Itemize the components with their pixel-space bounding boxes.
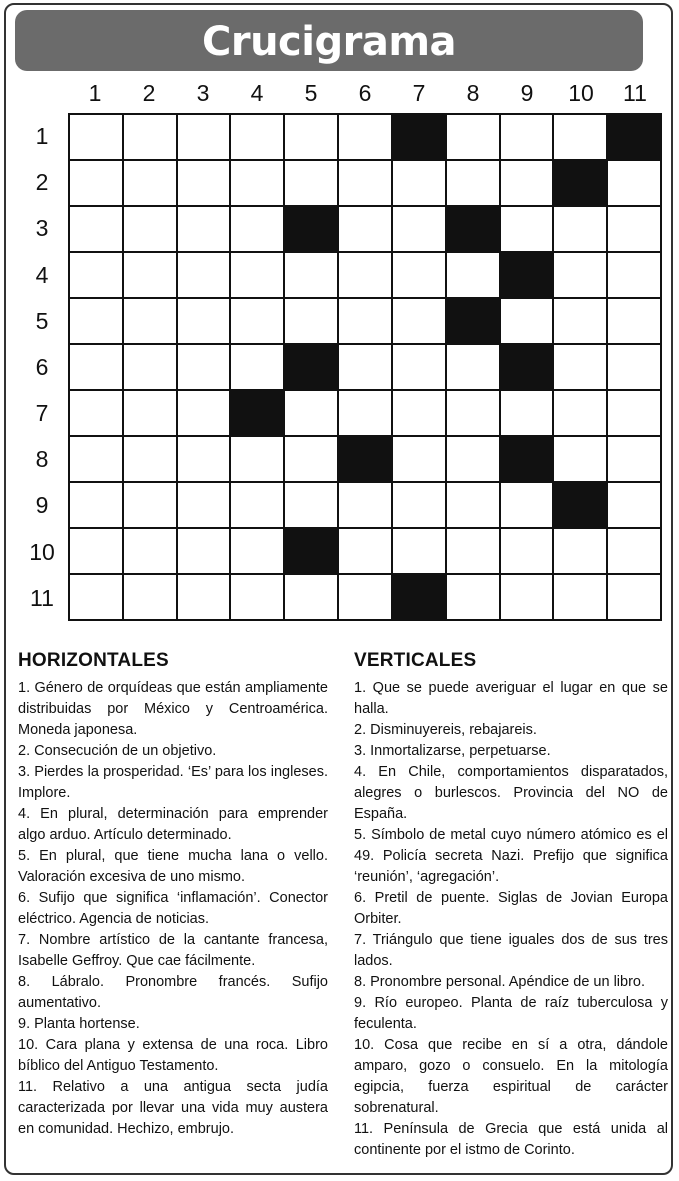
vertical-clue: 1. Que se puede averiguar el lugar en que se halla.: [354, 680, 668, 717]
crossword-cell[interactable]: [285, 161, 339, 207]
row-number: 4: [35, 261, 49, 288]
crossword-cell[interactable]: [178, 207, 232, 253]
column-number: 1: [88, 80, 102, 106]
horizontal-clue: 9. Planta hortense.: [18, 1016, 140, 1032]
column-number: 11: [623, 80, 647, 106]
crossword-cell[interactable]: [124, 575, 178, 621]
crossword-cell[interactable]: [178, 345, 232, 391]
crossword-cell[interactable]: [231, 207, 285, 253]
crossword-cell[interactable]: [393, 161, 447, 207]
crossword-cell[interactable]: [447, 437, 501, 483]
vertical-clues-heading: VERTICALES: [354, 650, 477, 671]
crossword-cell[interactable]: [501, 161, 555, 207]
crossword-cell[interactable]: [554, 575, 608, 621]
crossword-cell[interactable]: [339, 299, 393, 345]
row-number: 7: [35, 400, 49, 427]
crossword-cell[interactable]: [608, 299, 662, 345]
column-number: 9: [520, 80, 534, 106]
crossword-cell[interactable]: [231, 345, 285, 391]
crossword-cell[interactable]: [178, 253, 232, 299]
crossword-cell[interactable]: [501, 207, 555, 253]
crossword-cell[interactable]: [393, 483, 447, 529]
crossword-cell[interactable]: [447, 161, 501, 207]
crossword-cell[interactable]: [554, 115, 608, 161]
crossword-cell[interactable]: [447, 575, 501, 621]
crossword-cell[interactable]: [70, 483, 124, 529]
crossword-cell[interactable]: [339, 207, 393, 253]
black-square: [501, 437, 555, 483]
column-number: 3: [196, 80, 210, 106]
crossword-cell[interactable]: [231, 529, 285, 575]
title-banner: [15, 10, 643, 71]
crossword-cell[interactable]: [554, 299, 608, 345]
crossword-cell[interactable]: [285, 483, 339, 529]
row-number: 6: [35, 353, 49, 380]
crossword-cell[interactable]: [231, 437, 285, 483]
crossword-cell[interactable]: [124, 529, 178, 575]
vertical-clue: 9. Río europeo. Planta de raíz tuberculosa y feculenta.: [354, 995, 668, 1032]
horizontal-clue: 10. Cara plana y extensa de una roca. Libro bíblico del Antiguo Testamento.: [18, 1037, 328, 1074]
vertical-clues-list: [354, 678, 668, 1161]
crossword-cell[interactable]: [501, 299, 555, 345]
black-square: [285, 207, 339, 253]
crossword-cell[interactable]: [231, 115, 285, 161]
crossword-grid: [68, 113, 662, 621]
horizontal-clue: 11. Relativo a una antigua secta judía caracterizada por llevar una vida muy austera en comunidad. Hechizo, embrujo.: [18, 1079, 328, 1137]
crossword-cell[interactable]: [554, 345, 608, 391]
black-square: [285, 529, 339, 575]
crossword-cell[interactable]: [608, 345, 662, 391]
crossword-cell[interactable]: [608, 529, 662, 575]
crossword-cell[interactable]: [178, 437, 232, 483]
vertical-clue: 3. Inmortalizarse, perpetuarse.: [354, 743, 551, 759]
horizontal-clue: 6. Sufijo que significa ‘inflamación’. Conector eléctrico. Agencia de noticias.: [18, 890, 328, 927]
crossword-cell[interactable]: [70, 115, 124, 161]
crossword-cell[interactable]: [124, 437, 178, 483]
crossword-cell[interactable]: [285, 575, 339, 621]
crossword-cell[interactable]: [124, 253, 178, 299]
crossword-cell[interactable]: [554, 437, 608, 483]
crossword-cell[interactable]: [124, 207, 178, 253]
vertical-clue: 2. Disminuyereis, rebajareis.: [354, 722, 537, 738]
crossword-cell[interactable]: [124, 115, 178, 161]
vertical-clue: 11. Península de Grecia que está unida al continente por el istmo de Corinto.: [354, 1121, 668, 1158]
horizontal-clue: 7. Nombre artístico de la cantante francesa, Isabelle Geffroy. Que cae fácilmente.: [18, 932, 328, 969]
crossword-cell[interactable]: [447, 483, 501, 529]
column-number: 7: [412, 80, 426, 106]
crossword-cell[interactable]: [178, 575, 232, 621]
crossword-cell[interactable]: [124, 391, 178, 437]
vertical-clue: 6. Pretil de puente. Siglas de Jovian Europa Orbiter.: [354, 890, 668, 927]
vertical-clues-section: [354, 650, 668, 1161]
page-title: Crucigrama: [201, 18, 456, 65]
row-number: 9: [35, 492, 49, 519]
column-number: 6: [358, 80, 372, 106]
crossword-cell[interactable]: [393, 299, 447, 345]
crossword-cell[interactable]: [285, 115, 339, 161]
crossword-cell[interactable]: [70, 345, 124, 391]
vertical-clue: 8. Pronombre personal. Apéndice de un libro.: [354, 974, 645, 990]
row-number: 8: [35, 446, 49, 473]
crossword-cell[interactable]: [393, 345, 447, 391]
crossword-cell[interactable]: [608, 391, 662, 437]
column-number: 10: [568, 80, 594, 106]
crossword-cell[interactable]: [608, 575, 662, 621]
crossword-cell[interactable]: [70, 437, 124, 483]
column-number: 4: [250, 80, 264, 106]
vertical-clue: 10. Cosa que recibe en sí a otra, dándole amparo, gozo o consuelo. En la mitología egipcia, fuerza espiritual de carácter sobrenatural.: [354, 1037, 668, 1116]
black-square: [554, 161, 608, 207]
crossword-cell[interactable]: [393, 253, 447, 299]
black-square: [447, 207, 501, 253]
crossword-cell[interactable]: [124, 161, 178, 207]
column-number: 5: [304, 80, 318, 106]
crossword-cell[interactable]: [231, 483, 285, 529]
black-square: [447, 299, 501, 345]
horizontal-clue: 3. Pierdes la prosperidad. ‘Es’ para los ingleses. Implore.: [18, 764, 328, 801]
crossword-cell[interactable]: [554, 207, 608, 253]
crossword-cell[interactable]: [178, 529, 232, 575]
crossword-cell[interactable]: [608, 253, 662, 299]
crossword-cell[interactable]: [231, 299, 285, 345]
crossword-cell[interactable]: [178, 161, 232, 207]
crossword-cell[interactable]: [178, 299, 232, 345]
crossword-cell[interactable]: [608, 483, 662, 529]
black-square: [393, 575, 447, 621]
crossword-cell[interactable]: [339, 575, 393, 621]
crossword-cell[interactable]: [554, 391, 608, 437]
crossword-cell[interactable]: [393, 437, 447, 483]
black-square: [554, 483, 608, 529]
crossword-cell[interactable]: [501, 529, 555, 575]
black-square: [393, 115, 447, 161]
crossword-cell[interactable]: [501, 483, 555, 529]
crossword-cell[interactable]: [501, 115, 555, 161]
vertical-clue: 7. Triángulo que tiene iguales dos de sus tres lados.: [354, 932, 668, 969]
horizontal-clues-heading: HORIZONTALES: [18, 650, 169, 671]
row-number: 10: [29, 538, 55, 565]
horizontal-clue: 5. En plural, que tiene mucha lana o vello. Valoración excesiva de uno mismo.: [18, 848, 328, 885]
crossword-cell[interactable]: [285, 253, 339, 299]
crossword-cell[interactable]: [70, 575, 124, 621]
crossword-cell[interactable]: [339, 529, 393, 575]
crossword-cell[interactable]: [608, 207, 662, 253]
crossword-cell[interactable]: [70, 391, 124, 437]
crossword-cell[interactable]: [178, 391, 232, 437]
crossword-cell[interactable]: [501, 575, 555, 621]
row-number: 5: [35, 307, 49, 334]
crossword-cell[interactable]: [70, 299, 124, 345]
crossword-cell[interactable]: [447, 115, 501, 161]
black-square: [608, 115, 662, 161]
column-number: 2: [142, 80, 156, 106]
black-square: [231, 391, 285, 437]
black-square: [285, 345, 339, 391]
crossword-cell[interactable]: [339, 483, 393, 529]
black-square: [501, 345, 555, 391]
crossword-cell[interactable]: [124, 299, 178, 345]
crossword-cell[interactable]: [231, 253, 285, 299]
crossword-cell[interactable]: [447, 253, 501, 299]
crossword-cell[interactable]: [339, 115, 393, 161]
black-square: [501, 253, 555, 299]
crossword-cell[interactable]: [178, 115, 232, 161]
crossword-cell[interactable]: [285, 299, 339, 345]
row-number: 2: [35, 169, 49, 196]
row-number: 11: [30, 584, 54, 611]
crossword-cell[interactable]: [393, 391, 447, 437]
horizontal-clue: 4. En plural, determinación para emprender algo arduo. Artículo determinado.: [18, 806, 328, 843]
black-square: [339, 437, 393, 483]
crossword-cell[interactable]: [393, 207, 447, 253]
crossword-cell[interactable]: [231, 575, 285, 621]
crossword-cell[interactable]: [124, 345, 178, 391]
crossword-cell[interactable]: [339, 253, 393, 299]
horizontal-clues-section: [18, 650, 328, 1140]
horizontal-clue: 2. Consecución de un objetivo.: [18, 743, 217, 759]
crossword-cell[interactable]: [178, 483, 232, 529]
crossword-cell[interactable]: [339, 345, 393, 391]
crossword-cell[interactable]: [70, 161, 124, 207]
vertical-clue: 5. Símbolo de metal cuyo número atómico es el 49. Policía secreta Nazi. Prefijo que significa ‘reunión’, ‘agregación’.: [354, 827, 668, 885]
crossword-cell[interactable]: [70, 253, 124, 299]
crossword-cell[interactable]: [447, 529, 501, 575]
crossword-cell[interactable]: [447, 391, 501, 437]
column-number: 8: [466, 80, 480, 106]
crossword-cell[interactable]: [285, 437, 339, 483]
crossword-cell[interactable]: [339, 391, 393, 437]
crossword-cell[interactable]: [231, 161, 285, 207]
crossword-cell[interactable]: [608, 161, 662, 207]
row-number: 3: [35, 215, 49, 242]
row-number: 1: [35, 123, 49, 149]
crossword-cell[interactable]: [393, 529, 447, 575]
crossword-cell[interactable]: [608, 437, 662, 483]
crossword-cell[interactable]: [501, 391, 555, 437]
vertical-clue: 4. En Chile, comportamientos disparatados, alegres o burlescos. Provincia del NO de España.: [354, 764, 668, 822]
crossword-cell[interactable]: [124, 483, 178, 529]
horizontal-clue: 8. Lábralo. Pronombre francés. Sufijo aumentativo.: [18, 974, 328, 1011]
crossword-cell[interactable]: [70, 207, 124, 253]
crossword-cell[interactable]: [285, 391, 339, 437]
crossword-cell[interactable]: [70, 529, 124, 575]
crossword-cell[interactable]: [339, 161, 393, 207]
horizontal-clues-list: [18, 678, 328, 1140]
crossword-cell[interactable]: [447, 345, 501, 391]
horizontal-clue: 1. Género de orquídeas que están ampliamente distribuidas por México y Centroamérica. Moneda japonesa.: [18, 680, 328, 738]
crossword-cell[interactable]: [554, 529, 608, 575]
crossword-cell[interactable]: [554, 253, 608, 299]
